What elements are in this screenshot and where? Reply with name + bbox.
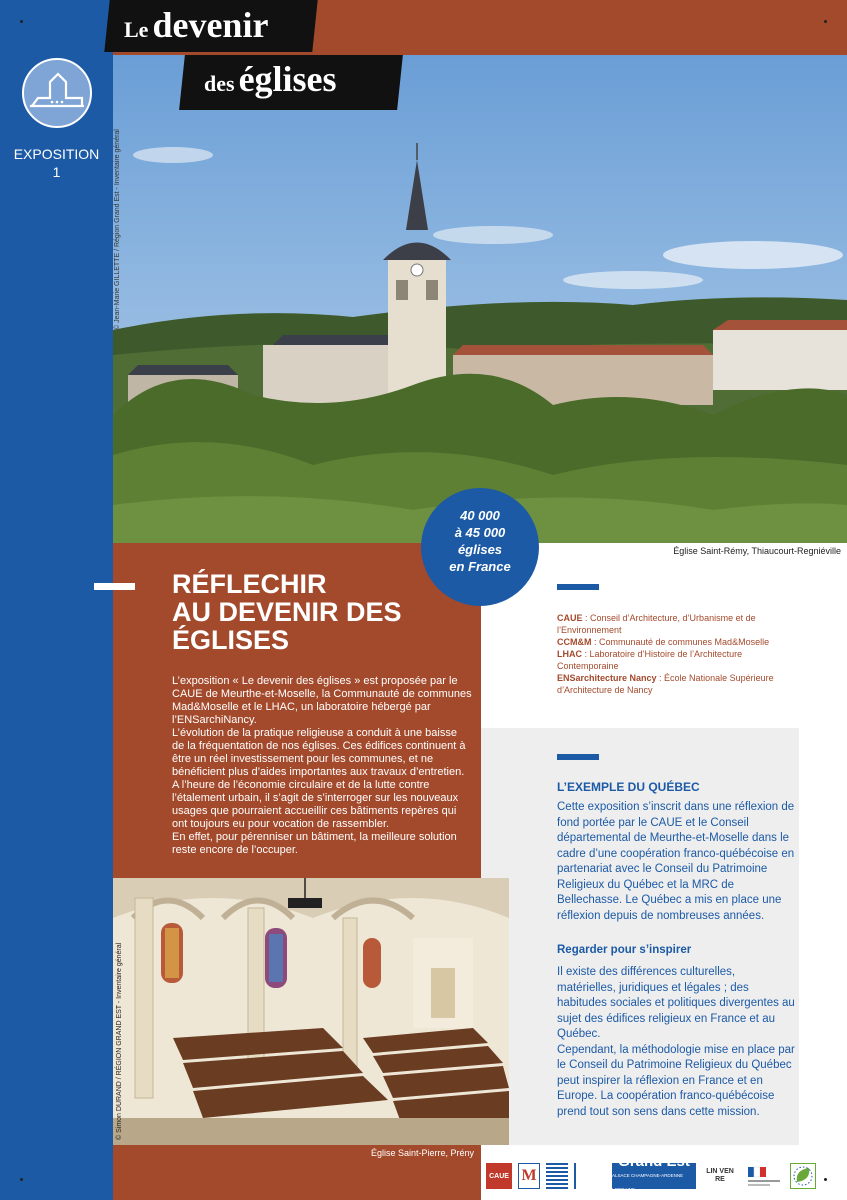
bottom-photo-credit: © Simon DURAND / RÉGION GRAND EST - Inventaire général — [116, 942, 123, 1140]
republique-francaise-logo — [744, 1163, 784, 1189]
title-line-1: Le devenir — [124, 5, 269, 45]
corner-mark — [20, 20, 23, 23]
glossary-item: LHAC : Laboratoire d’Histoire de l’Architecture Contemporaine — [557, 649, 743, 671]
intro-text — [172, 675, 472, 857]
quebec-text: Cette exposition s’inscrit dans une réflexion de fond portée par le CAUE et le Conseil départemental de Meurthe-et-Moselle dans le cadre d’une coopération franco-québécoise en partenariat avec le Conseil du Patrimoine Religieux du Québec et la MRC de Bellechasse. Le Québec a mis en place une réflexion depuis de nombreuses années. — [557, 801, 795, 922]
blue-dash-marker — [557, 584, 599, 590]
church-village-photo — [113, 55, 847, 543]
top-photo-credit: © Jean-Marie GILLETTE / Région Grand Est - Inventaire général — [114, 129, 121, 330]
quebec-heading: L’EXEMPLE DU QUÉBEC — [557, 780, 700, 794]
ensa-nancy-logo — [574, 1163, 606, 1189]
stat-badge: 40 000 à 45 000 églises en France — [421, 488, 539, 606]
inspire-heading: Regarder pour s’inspirer — [557, 944, 692, 956]
intro-para-1: L’exposition « Le devenir des églises » est proposée par le CAUE de Meurthe-et-Moselle, la Communauté de communes Mad&Moselle et le LHAC, un laboratoire hébergé par l’ENSarchiNancy. — [172, 675, 472, 726]
glossary — [557, 612, 802, 696]
glossary-item: ENSarchitecture Nancy : École Nationale Supérieure d’Architecture de Nancy — [557, 673, 774, 695]
europe-leaf-logo — [790, 1163, 816, 1189]
main-heading: RÉFLECHIR AU DEVENIR DES ÉGLISES — [172, 569, 402, 655]
exposition-label: EXPOSITION 1 — [13, 146, 100, 180]
inspire-text: Il existe des différences culturelles, matérielles, juridiques et légales ; des habitudes sociales et politiques divergentes au sujet des édifices religieux en France et au Québec. Cependant, la méthodologie mise en place par le Conseil du Patrimoine Religieux du Québec peut inspirer la réflexion en France et en Europe. La coopération franco-québécoise prend tout son sens dans cette mission. — [557, 966, 795, 1118]
caue-logo: CAUE — [486, 1163, 512, 1189]
madmoselle-logo: M — [518, 1163, 540, 1189]
grand-est-logo: Grand Est ALSACE CHAMPAGNE-ARDENNE LORRAINE — [612, 1163, 696, 1189]
top-photo-caption: Église Saint-Rémy, Thiaucourt-Regniéville — [673, 546, 841, 556]
corner-mark — [824, 1178, 827, 1181]
intro-para-2: L’évolution de la pratique religieuse a conduit à une baisse de la fréquentation de nos églises. Ces édifices continuent à être un réel investissement pour les communes, et ne bénéficient plus d’aides importantes aux travaux d’entretien. — [172, 727, 466, 778]
church-interior-photo — [113, 878, 509, 1145]
blue-dash-marker — [557, 754, 599, 760]
university-logo: LIN VEN RE — [706, 1168, 734, 1183]
bottom-photo-caption: Église Saint-Pierre, Prény — [371, 1148, 475, 1158]
lhac-logo — [546, 1163, 568, 1189]
white-dash-marker — [94, 583, 135, 590]
church-logo-icon — [22, 58, 92, 128]
glossary-item: CCM&M : Communauté de communes Mad&Moselle — [557, 637, 770, 647]
intro-para-3: A l’heure de l’économie circulaire et de la lutte contre l’étalement urbain, il s’agit de s’interroger sur les nouveaux usages que pourraient accueillir ces bâtiments repères qui ont toujours eu pour vocation de rassembler. — [172, 779, 459, 830]
title-line-2: des églises — [204, 59, 337, 99]
intro-para-4: En effet, pour pérenniser un bâtiment, la meilleure solution reste encore de l’occuper. — [172, 831, 457, 856]
corner-mark — [824, 20, 827, 23]
partner-logos — [486, 1153, 816, 1192]
glossary-item: CAUE : Conseil d’Architecture, d’Urbanisme et de l’Environnement — [557, 613, 756, 635]
corner-mark — [20, 1178, 23, 1181]
